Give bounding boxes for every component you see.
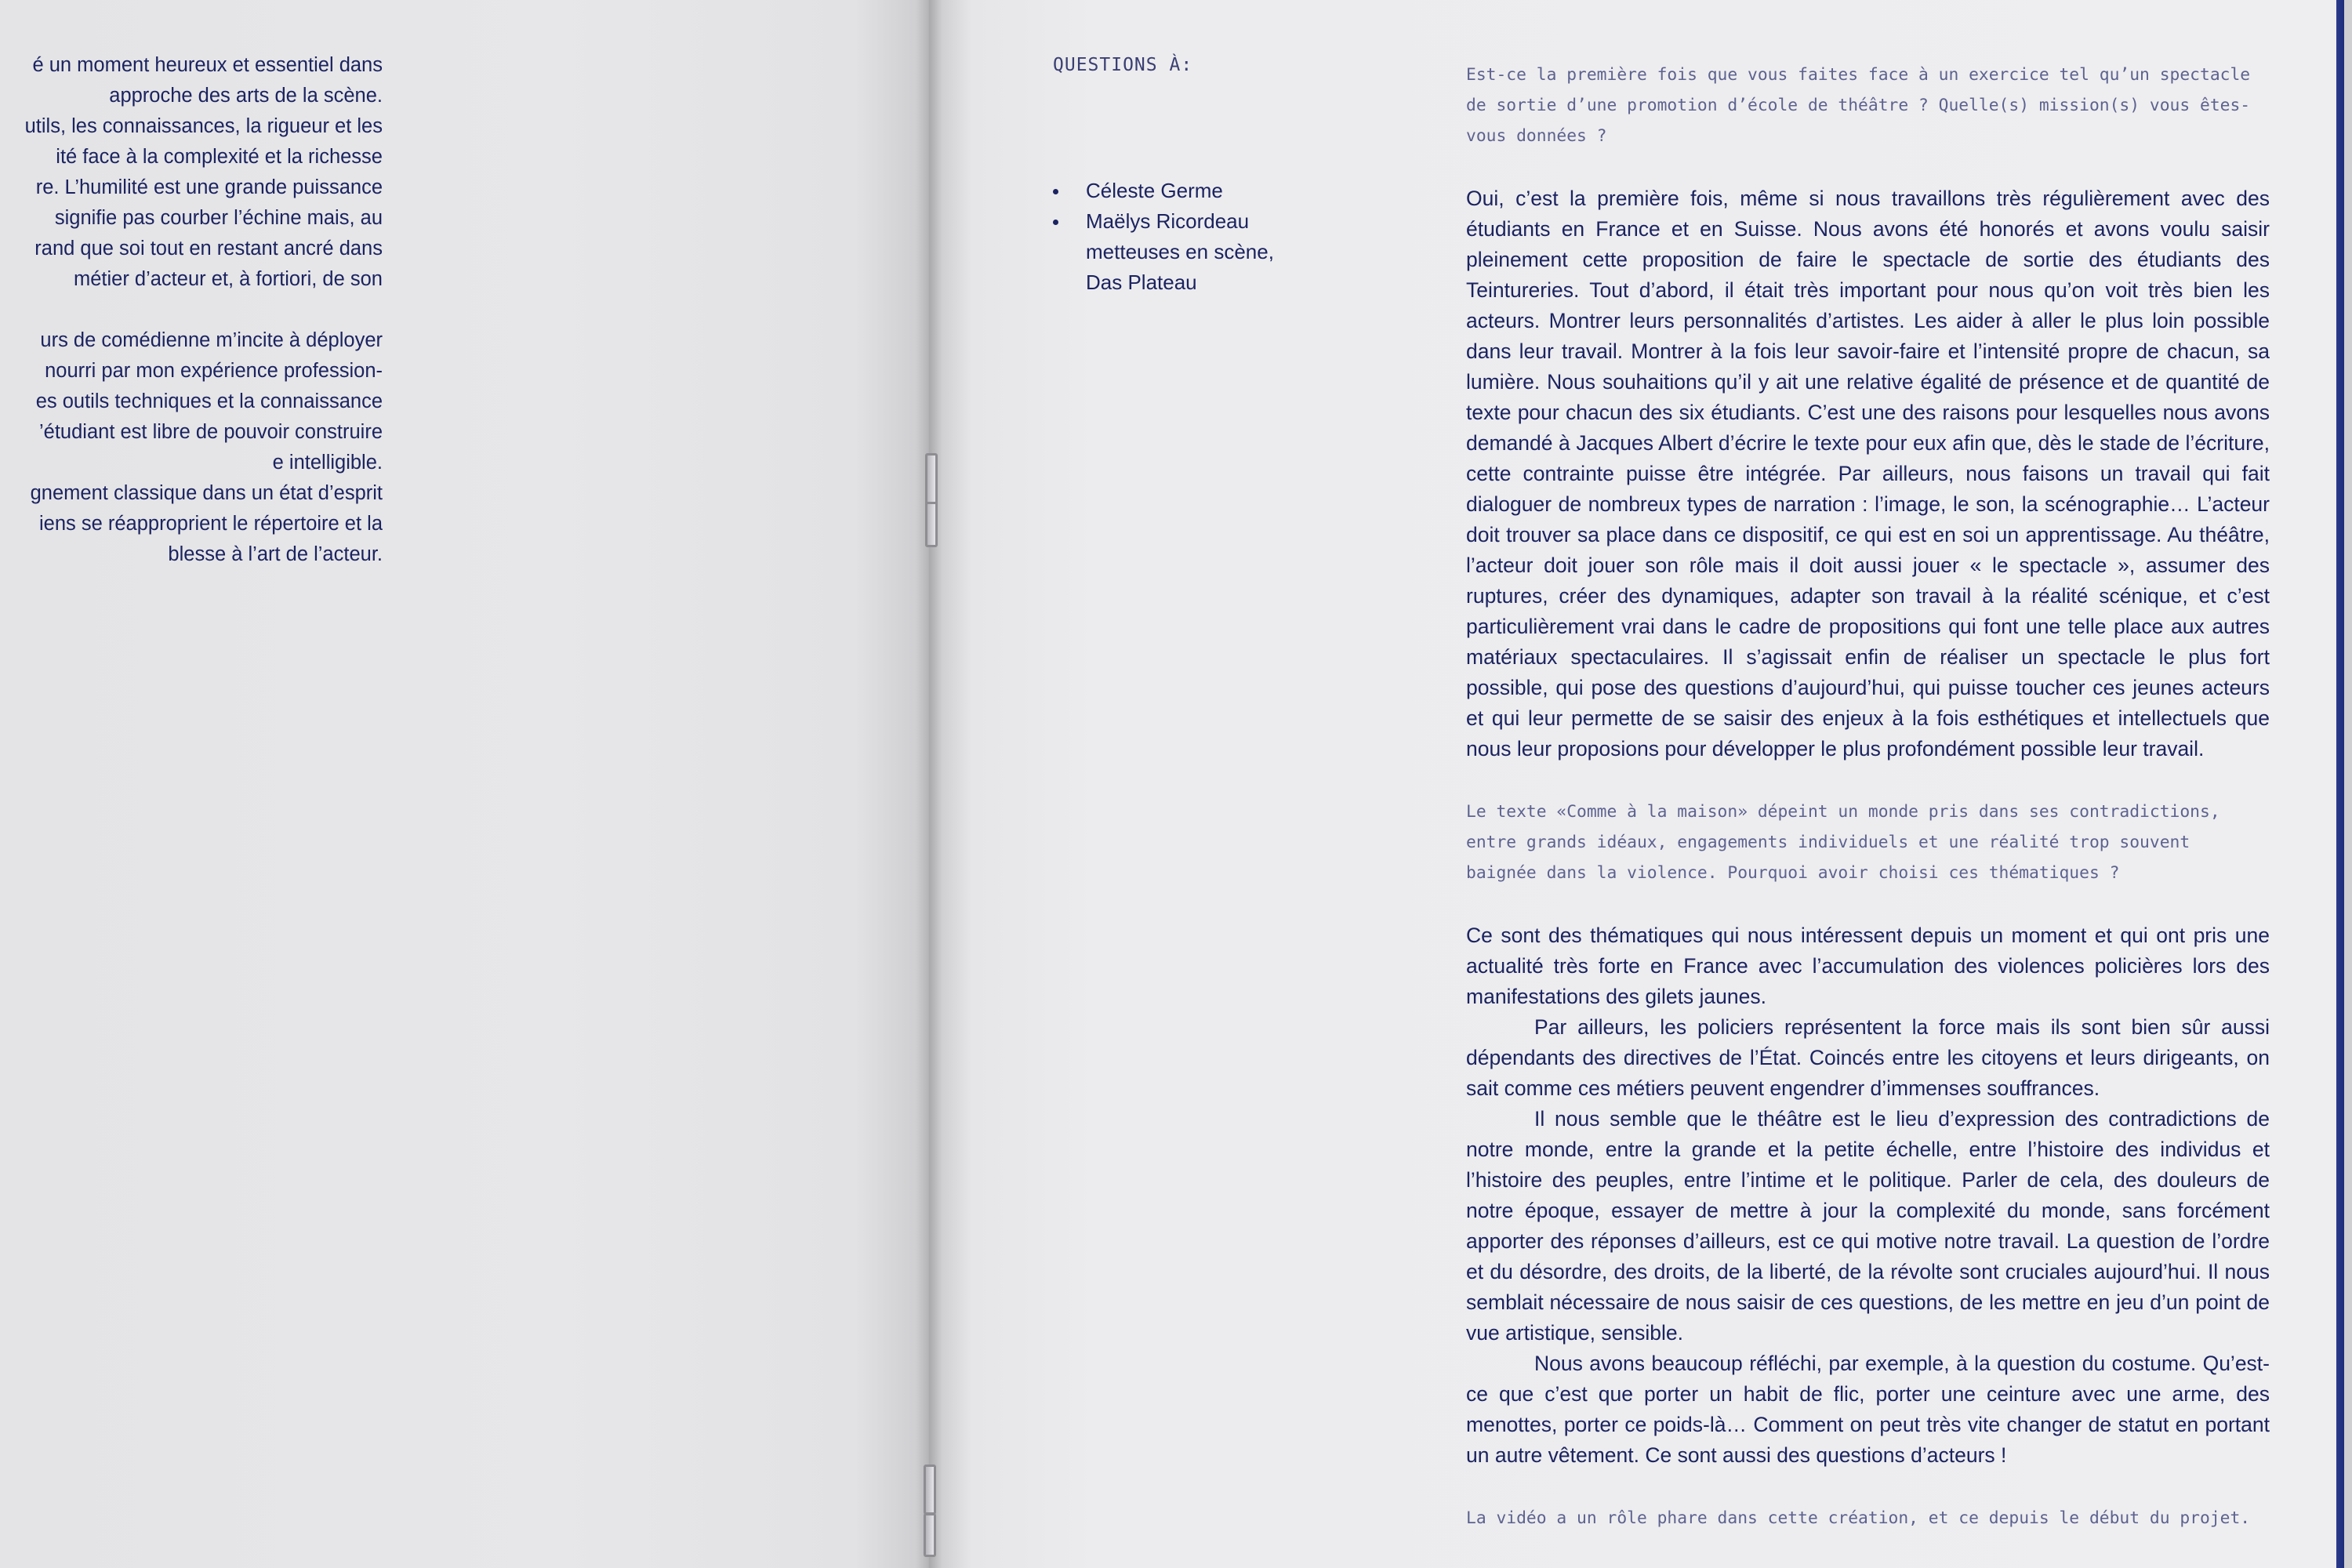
staple-icon bbox=[924, 1465, 936, 1515]
question-2: Le texte «Comme à la maison» dépeint un monde pris dans ses contradictions, entre grands idéaux, engagements individuels et une réalité trop souvent baignée dans la violence. Pourquoi avoir choisi ces thématiques ? bbox=[1466, 802, 2220, 883]
text-line: es outils techniques et la connaissance bbox=[35, 390, 383, 412]
text-line: approche des arts de la scène. bbox=[109, 85, 383, 107]
text-line: ’étudiant est libre de pouvoir construire bbox=[39, 421, 383, 443]
text-line: é un moment heureux et essentiel dans bbox=[32, 54, 383, 76]
paragraph-gap bbox=[0, 295, 383, 325]
questions-label: QUESTIONS À: bbox=[1053, 55, 1193, 75]
text-line: métier d’acteur et, à fortiori, de son bbox=[73, 268, 383, 290]
text-line: iens se réapproprient le répertoire et la bbox=[39, 513, 383, 535]
list-item: Céleste Germe bbox=[1053, 176, 1312, 206]
text-line: rand que soi tout en restant ancré dans bbox=[34, 238, 383, 260]
text-line: gnement classique dans un état d’esprit bbox=[30, 482, 383, 504]
list-item: Maëlys Ricordeau bbox=[1053, 206, 1312, 237]
text-line: e intelligible. bbox=[272, 452, 383, 474]
interview-column bbox=[1466, 60, 2270, 1534]
staple-icon bbox=[924, 1513, 936, 1557]
text-line: ité face à la complexité et la richesse bbox=[56, 146, 383, 168]
text-line: utils, les connaissances, la rigueur et les bbox=[24, 115, 383, 137]
left-page bbox=[0, 0, 929, 1568]
answer-2-paragraph: Nous avons beaucoup réfléchi, par exemple, à la question du costume. Qu’est-ce que c’est que porter un habit de flic, porter une ceinture avec une arme, des menottes, porter ce poids-là… Comment on peut très vite changer de statut en portant un autre vêtement. Ce sont aussi des questions d’acteurs ! bbox=[1466, 1352, 2270, 1467]
answer-2-paragraph: Il nous semble que le théâtre est le lieu d’expression des contradictions de notre monde, entre la grande et la petite échelle, entre l’histoire des individus et l’histoire des peuples, entre l’intime et le politique. Parler de cela, des douleurs de notre époque, essayer de mettre à jour la complexité du monde, sans forcément apporter des réponses d’ailleurs, est ce qui motive notre travail. La question de l’ordre et du désordre, des droits, de la liberté, de la révolte sont cruciales aujourd’hui. Il nous semblait nécessaire de nous saisir de ces questions, de les mettre en jeu d’un point de vue artistique, sensible. bbox=[1466, 1107, 2270, 1345]
interviewee-list bbox=[1053, 176, 1312, 298]
question-3: La vidéo a un rôle phare dans cette création, et ce depuis le début du projet. bbox=[1466, 1508, 2251, 1528]
text-line: signifie pas courber l’échine mais, au bbox=[54, 207, 383, 229]
book-gutter bbox=[916, 0, 942, 1568]
role-line: metteuses en scène, bbox=[1086, 240, 1274, 263]
text-line: re. L’humilité est une grande puissance bbox=[35, 176, 383, 198]
answer-2-paragraph: Ce sont des thématiques qui nous intéressent depuis un moment et qui ont pris une actualité très forte en France avec l’accumulation des violences policières lors des manifestations des gilets jaunes. bbox=[1466, 924, 2270, 1008]
text-line: urs de comédienne m’incite à déployer bbox=[40, 329, 383, 351]
answer-2-paragraph: Par ailleurs, les policiers représentent la force mais ils sont bien sûr aussi dépendants des directives de l’État. Coincés entre les citoyens et leurs dirigeants, on sait comme ces métiers peuvent engendrer d’immenses souffrances. bbox=[1466, 1015, 2270, 1100]
left-page-text bbox=[0, 50, 383, 570]
text-line: nourri par mon expérience profession- bbox=[45, 360, 383, 382]
role-line: Das Plateau bbox=[1086, 270, 1197, 294]
cover-edge bbox=[2336, 0, 2344, 1568]
text-line: blesse à l’art de l’acteur. bbox=[168, 543, 383, 565]
staple-icon bbox=[925, 502, 938, 547]
answer-1: Oui, c’est la première fois, même si nous travaillons très régulièrement avec des étudiants en France et en Suisse. Nous avons été honorés et avons voulu saisir pleinement cette proposition de faire le spectacle de sortie des étudiants des Teintureries. Tout d’abord, il était très important pour nous qu’on voit très bien les acteurs. Montrer leurs personnalités d’artistes. Les aider à aller le plus loin possible dans leur travail. Montrer à la fois leur savoir-faire et l’intensité propre de chacun, sa lumière. Nous souhaitions qu’il y ait une relative égalité de présence et de quantité de texte pour chacun des six étudiants. C’est une des raisons pour lesquelles nous avons demandé à Jacques Albert d’écrire le texte pour eux afin que, dès le stade de l’écriture, cette contrainte puisse être intégrée. Par ailleurs, nous faisons un travail qui fait dialoguer de nombreux types de narration : l’image, le son, la scénographie… L’acteur doit trouver sa place dans ce dispositif, ce qui est en soi un apprentissage. Au théâtre, l’acteur doit jouer son rôle mais il doit aussi jouer « le spectacle », assumer des ruptures, créer des dynamiques, adapter son travail à la réalité scénique, et c’est particulièrement vrai dans le cadre de propositions qui font une telle place aux autres matériaux spectaculaires. Il s’agissait enfin de réaliser un spectacle le plus fort possible, qui pose des questions d’aujourd’hui, qui puisse toucher ces jeunes acteurs et qui leur permette de se saisir des enjeux à la fois esthétiques et intellectuels que nous leur proposions pour développer le plus profondément possible leur travail. bbox=[1466, 187, 2270, 760]
question-1: Est-ce la première fois que vous faites face à un exercice tel qu’un spectacle de sortie d’une promotion d’école de théâtre ? Quelle(s) mission(s) vous êtes-vous données ? bbox=[1466, 65, 2251, 146]
